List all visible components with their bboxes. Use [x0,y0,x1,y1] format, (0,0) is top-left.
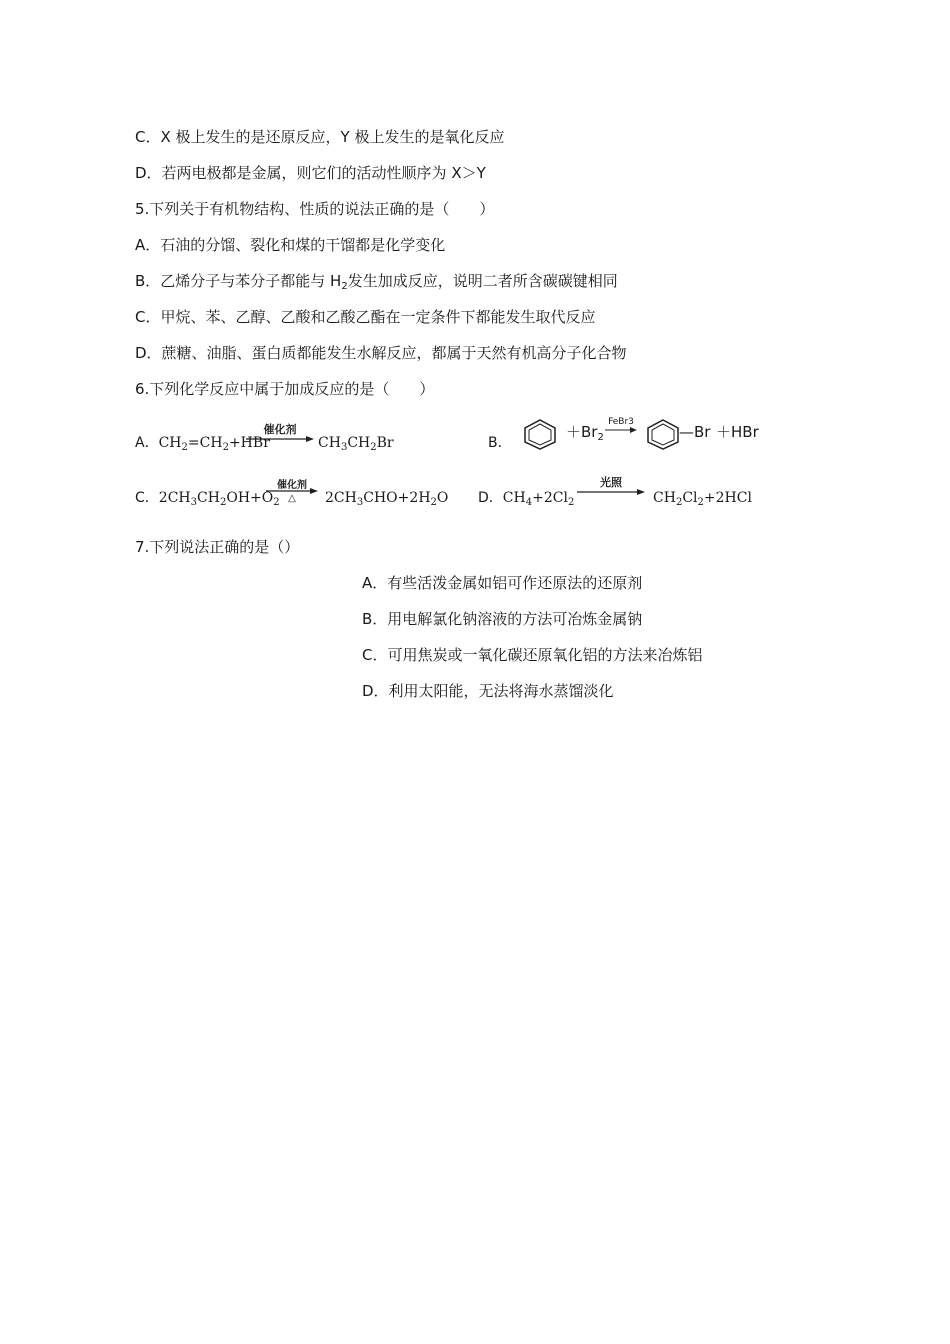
q7-option-b: B．用电解氯化钠溶液的方法可冶炼金属钠 [362,610,643,628]
q5-option-a: A．石油的分馏、裂化和煤的干馏都是化学变化 [135,236,446,254]
q6-b-hbr: ＋HBr [716,423,759,441]
q5-option-b-sub: 2 [341,281,348,292]
q6-d-arrow [575,473,647,497]
q6-d-product: $CH_2Cl_2+2HCl$ [653,490,752,508]
q6-option-c [135,488,280,508]
q7-option-d: D．利用太阳能，无法将海水蒸馏淡化 [362,682,614,700]
benzene-ring-icon [520,418,560,450]
q4-option-c: C．X 极上发生的是还原反应，Y 极上发生的是氧化反应 [135,128,505,146]
q5-option-b [135,271,618,291]
q7-stem: 7.下列说法正确的是（） [135,538,300,556]
q5-option-b-pre: B．乙烯分子与苯分子都能与 H [135,272,342,290]
q6-c-catalyst: 催化剂 [277,480,307,491]
q6-d-label: D． [478,490,503,506]
q6-a-catalyst: 催化剂 [263,423,297,436]
q6-b-arrow [603,412,639,438]
q5-option-b-post: 发生加成反应，说明二者所含碳碳键相同 [347,272,618,290]
q5-option-d: D．蔗糖、油脂、蛋白质都能发生水解反应，都属于天然有机高分子化合物 [135,344,627,362]
q6-b-bromo: —Br [679,423,711,441]
q6-a-arrow [244,420,316,444]
q6-a-reactants: $CH_2=CH_2+HBr$ [158,435,270,453]
q5-stem: 5.下列关于有机物结构、性质的说法正确的是（ ） [135,200,495,218]
q6-b-br2-sub: 2 [597,432,604,443]
q7-option-c: C．可用焦炭或一氧化碳还原氧化铝的方法来冶炼铝 [362,646,703,664]
q6-b-catalyst: FeBr3 [608,417,634,427]
bromobenzene-ring-icon [643,418,683,450]
q6-c-arrow [264,476,320,506]
q6-b-br2 [566,422,604,442]
q6-stem: 6.下列化学反应中属于加成反应的是（ ） [135,380,435,398]
q4-option-d: D．若两电极都是金属，则它们的活动性顺序为 X＞Y [135,164,486,182]
q6-d-light: 光照 [600,476,622,489]
q6-a-product: $CH_3CH_2Br$ [318,435,394,453]
q5-option-c: C．甲烷、苯、乙醇、乙酸和乙酸乙酯在一定条件下都能发生取代反应 [135,308,596,326]
q6-b-label: B． [488,435,512,451]
q6-b-plus-br2: ＋Br [566,423,598,441]
q6-c-reactants: $2CH_3CH_2OH+O_2$ [158,490,280,508]
heat-triangle-icon: △ [288,493,296,504]
q6-a-label: A． [135,435,159,451]
q7-option-a: A．有些活泼金属如铝可作还原法的还原剂 [362,574,643,592]
q6-option-d [478,488,574,508]
q6-d-reactants: $CH_4+2Cl_2$ [502,490,575,508]
q6-c-product: $2CH_3CHO+2H_2O$ [325,490,449,508]
q6-c-label: C． [135,490,159,506]
